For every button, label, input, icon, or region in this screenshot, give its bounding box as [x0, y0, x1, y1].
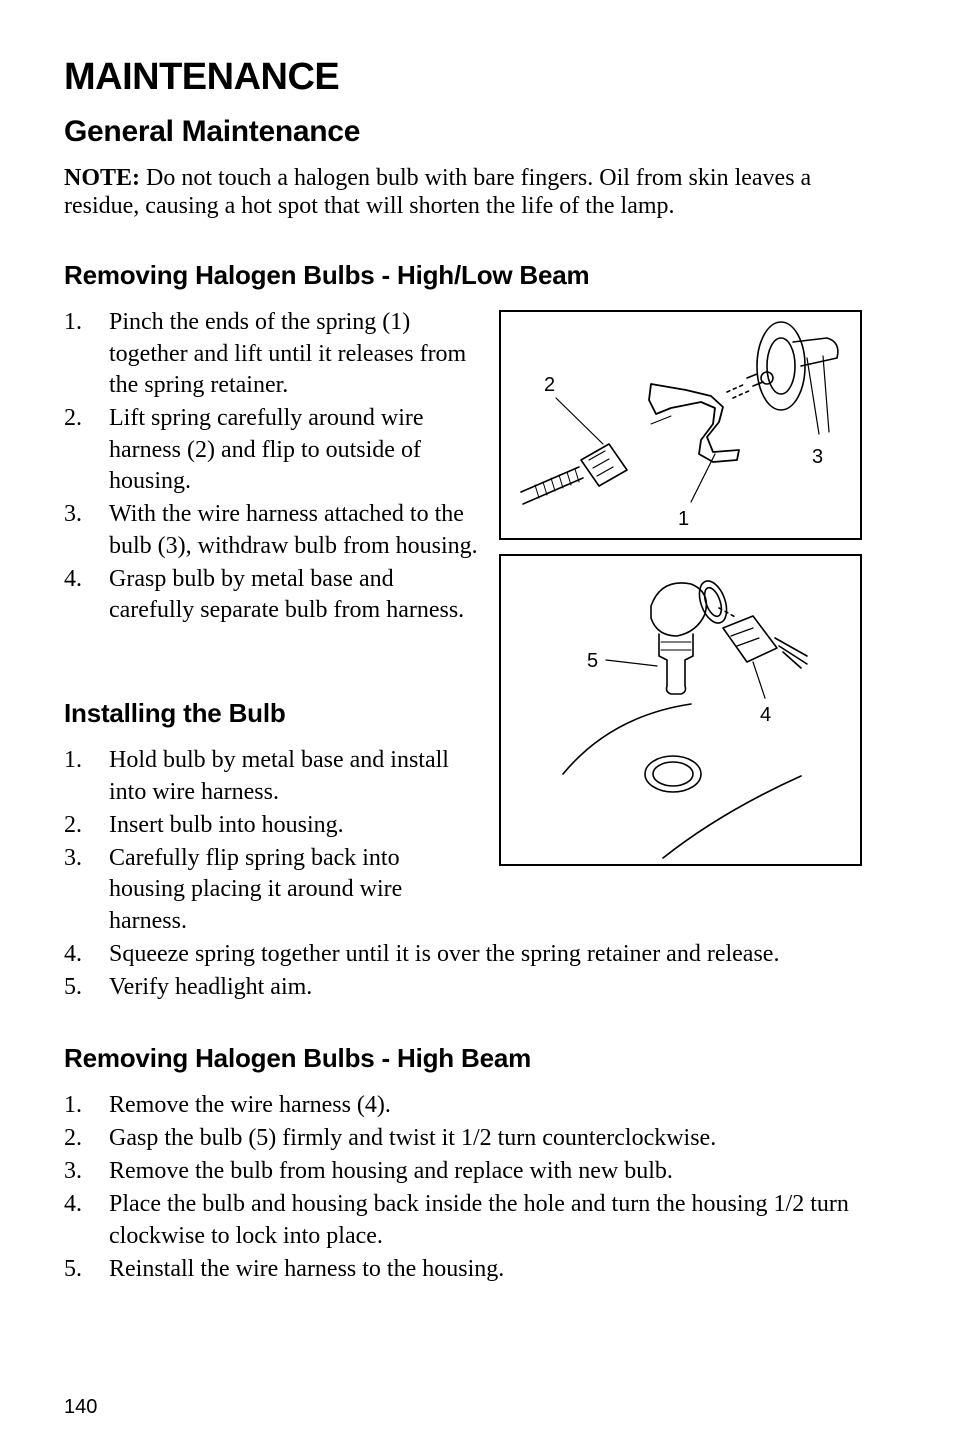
step-text: Remove the bulb from housing and replace with new bulb.: [109, 1158, 673, 1184]
step-text: Squeeze spring together until it is over the spring retainer and release.: [109, 940, 780, 967]
note-label: NOTE:: [64, 165, 141, 191]
heading-removing-high: Removing Halogen Bulbs - High Beam: [64, 1043, 532, 1073]
section-title: General Maintenance: [64, 115, 361, 148]
list-item: [64, 403, 484, 498]
step-text: Remove the wire harness (4).: [109, 1092, 391, 1118]
callout-2: 2: [544, 374, 556, 396]
figure-high-low-beam: [499, 310, 862, 540]
callout-4: 4: [760, 704, 772, 726]
step-number: 2.: [64, 811, 82, 838]
step-text: Place the bulb and housing back inside the hole and turn the housing 1/2 turn clockwise to lock into place.: [109, 1191, 849, 1249]
list-item: [64, 939, 864, 971]
step-text: Carefully flip spring back into housing placing it around wire harness.: [109, 844, 403, 934]
step-text: With the wire harness attached to the bulb (3), withdraw bulb from housing.: [109, 501, 478, 559]
step-number: 1.: [64, 309, 82, 335]
list-item: [64, 564, 484, 627]
step-number: 5.: [64, 1255, 82, 1282]
figure-high-beam: [499, 554, 862, 866]
list-item: [64, 1254, 864, 1286]
list-item: [64, 810, 454, 842]
high-low-beam-illustration: [501, 312, 860, 538]
step-number: 2.: [64, 405, 82, 431]
list-item: [64, 843, 454, 938]
step-number: 1.: [64, 747, 82, 773]
high-beam-illustration: [501, 556, 860, 864]
step-number: 1.: [64, 1092, 82, 1118]
callout-5: 5: [587, 650, 599, 672]
step-number: 4.: [64, 940, 82, 967]
step-text: Insert bulb into housing.: [109, 811, 344, 838]
step-text: Gasp the bulb (5) firmly and twist it 1/2 turn counterclockwise.: [109, 1125, 717, 1151]
note-text: Do not touch a halogen bulb with bare fingers. Oil from skin leaves a residue, causing a hot spot that will shorten the life of the lamp.: [64, 165, 812, 219]
list-item: [64, 1123, 864, 1155]
step-number: 2.: [64, 1125, 82, 1151]
steps-removing-high-low: [64, 307, 484, 628]
list-item: [64, 307, 484, 402]
note-paragraph: [64, 164, 884, 220]
list-item: [64, 745, 454, 808]
step-text: Grasp bulb by metal base and carefully separate bulb from harness.: [109, 565, 465, 623]
list-item: [64, 1189, 864, 1252]
steps-removing-high: [64, 1090, 864, 1287]
list-item: [64, 1090, 864, 1122]
callout-3: 3: [812, 446, 824, 468]
heading-installing: Installing the Bulb: [64, 698, 286, 728]
heading-removing-high-low: Removing Halogen Bulbs - High/Low Beam: [64, 260, 590, 290]
step-number: 3.: [64, 501, 82, 527]
step-number: 3.: [64, 1158, 82, 1184]
list-item: [64, 1156, 864, 1188]
step-text: Pinch the ends of the spring (1) together and lift until it releases from the spring retainer.: [109, 309, 467, 398]
step-number: 4.: [64, 1191, 82, 1217]
page-number: 140: [64, 1396, 98, 1418]
step-text: Lift spring carefully around wire harness (2) and flip to outside of housing.: [109, 405, 424, 494]
step-text: Hold bulb by metal base and install into wire harness.: [109, 747, 449, 805]
step-number: 3.: [64, 844, 82, 871]
list-item: [64, 972, 864, 1004]
step-text: Reinstall the wire harness to the housing.: [109, 1255, 505, 1282]
step-number: 4.: [64, 565, 82, 592]
list-item: [64, 499, 484, 562]
step-text: Verify headlight aim.: [109, 973, 313, 1000]
callout-1: 1: [678, 508, 690, 530]
step-number: 5.: [64, 973, 82, 1000]
page-title: MAINTENANCE: [64, 56, 340, 98]
